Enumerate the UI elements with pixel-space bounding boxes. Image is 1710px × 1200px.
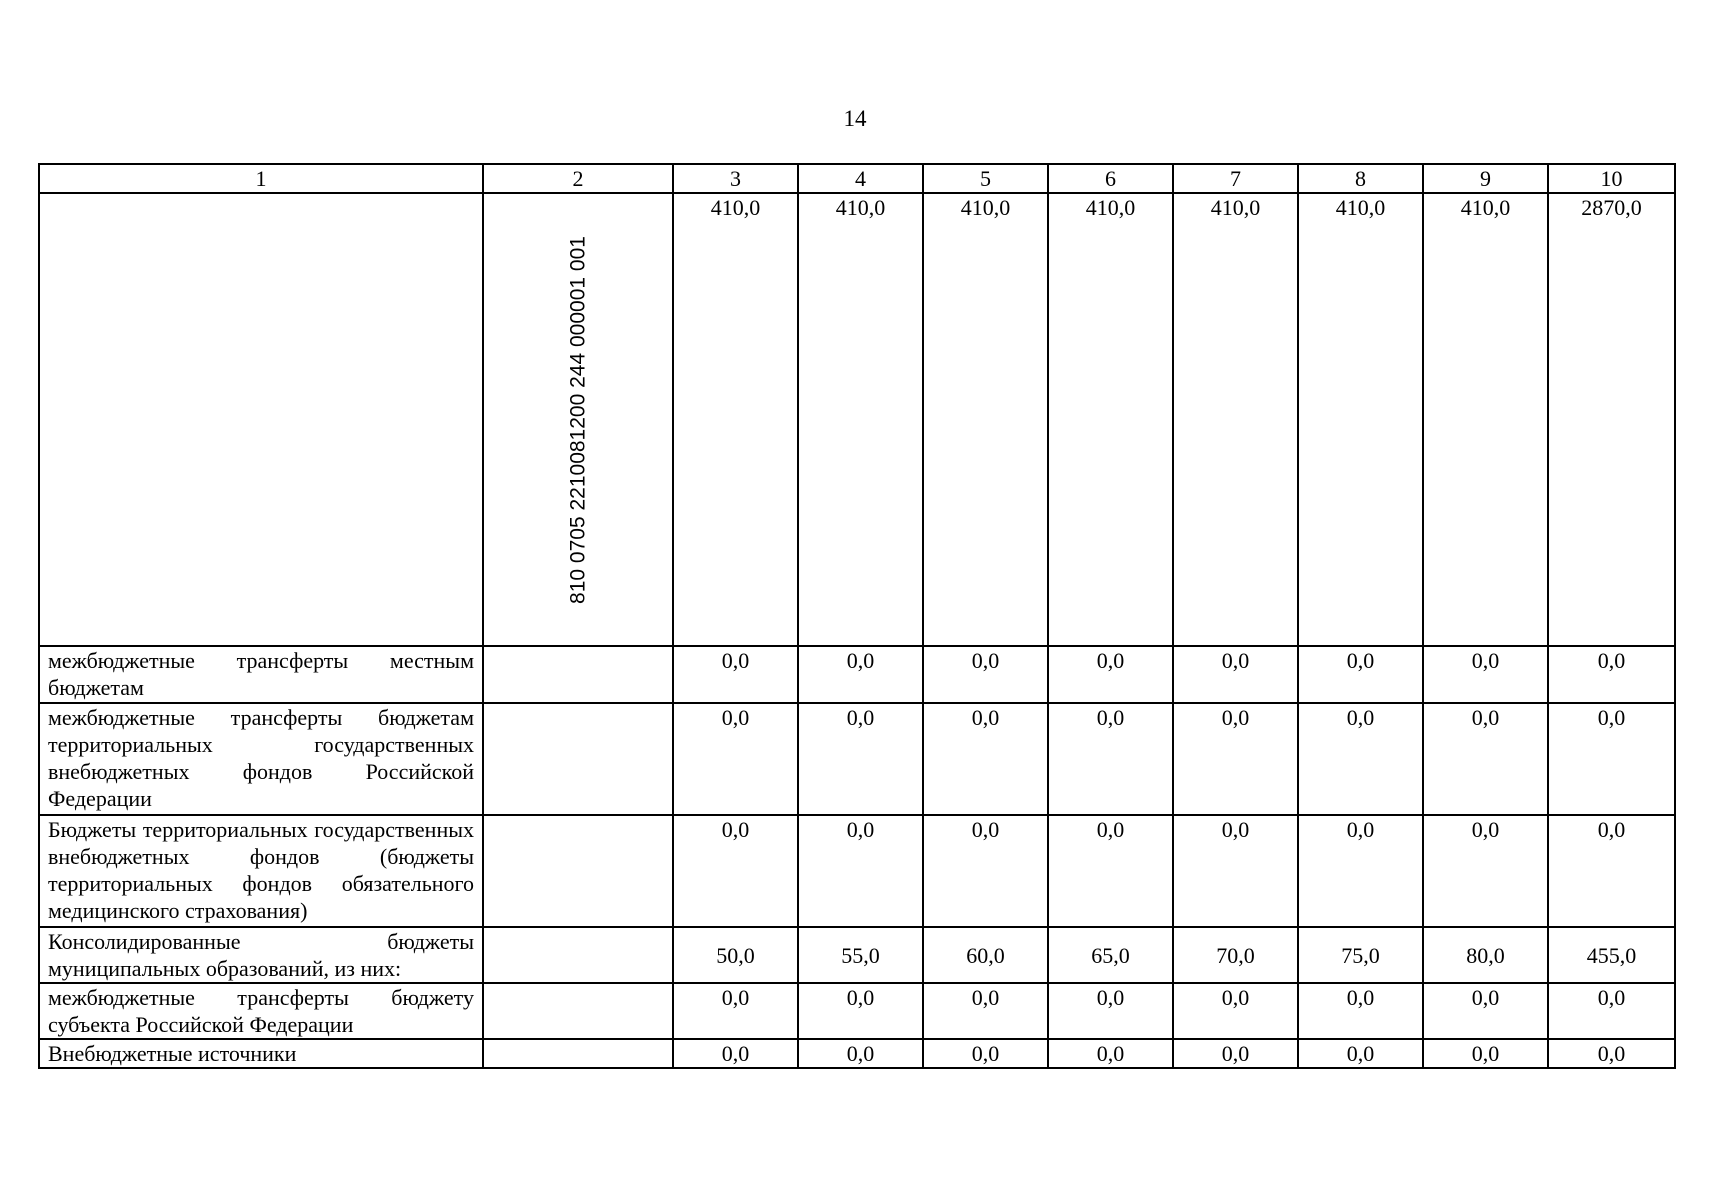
value-cell: 410,0 bbox=[673, 193, 798, 646]
table-row bbox=[39, 983, 1675, 1039]
value-cell: 0,0 bbox=[673, 703, 798, 815]
value-cell: 0,0 bbox=[798, 703, 923, 815]
column-number: 7 bbox=[1173, 164, 1298, 193]
value-cell: 0,0 bbox=[1048, 1039, 1173, 1068]
budget-classification-code: 810 0705 2210081200 244 000001 001 bbox=[566, 235, 590, 604]
code-cell bbox=[483, 703, 673, 815]
value-cell: 0,0 bbox=[798, 983, 923, 1039]
page-number: 14 bbox=[843, 106, 867, 131]
table-row bbox=[39, 193, 1675, 646]
value-cell: 0,0 bbox=[673, 1039, 798, 1068]
value-cell: 0,0 bbox=[673, 815, 798, 927]
value-cell: 0,0 bbox=[673, 646, 798, 703]
column-number: 2 bbox=[483, 164, 673, 193]
code-cell bbox=[483, 646, 673, 703]
row-label: Консолидированные бюджеты муниципальных образований, из них: bbox=[39, 927, 483, 983]
row-label: Внебюджетные источники bbox=[39, 1039, 483, 1068]
value-cell: 410,0 bbox=[1298, 193, 1423, 646]
value-cell: 80,0 bbox=[1423, 927, 1548, 983]
value-cell: 0,0 bbox=[1423, 983, 1548, 1039]
budget-classification-code-cell bbox=[483, 193, 673, 646]
value-cell: 65,0 bbox=[1048, 927, 1173, 983]
value-cell: 0,0 bbox=[923, 1039, 1048, 1068]
column-number: 1 bbox=[39, 164, 483, 193]
row-label bbox=[39, 193, 483, 646]
value-cell: 50,0 bbox=[673, 927, 798, 983]
code-cell bbox=[483, 815, 673, 927]
table-row bbox=[39, 815, 1675, 927]
value-cell: 0,0 bbox=[798, 815, 923, 927]
code-cell bbox=[483, 1039, 673, 1068]
value-cell: 0,0 bbox=[1298, 983, 1423, 1039]
code-cell bbox=[483, 983, 673, 1039]
table-row bbox=[39, 646, 1675, 703]
value-cell: 0,0 bbox=[673, 983, 798, 1039]
row-label: межбюджетные трансферты местным бюджетам bbox=[39, 646, 483, 703]
value-cell: 0,0 bbox=[798, 1039, 923, 1068]
value-cell: 0,0 bbox=[1548, 815, 1675, 927]
column-number-row bbox=[39, 164, 1675, 193]
value-cell: 410,0 bbox=[798, 193, 923, 646]
value-cell: 0,0 bbox=[1173, 646, 1298, 703]
value-cell: 0,0 bbox=[1548, 646, 1675, 703]
column-number: 6 bbox=[1048, 164, 1173, 193]
value-cell: 0,0 bbox=[1173, 983, 1298, 1039]
value-cell: 0,0 bbox=[1423, 1039, 1548, 1068]
code-cell bbox=[483, 927, 673, 983]
table-row bbox=[39, 1039, 1675, 1068]
value-cell: 0,0 bbox=[1298, 1039, 1423, 1068]
value-cell: 0,0 bbox=[1548, 1039, 1675, 1068]
budget-table bbox=[38, 163, 1676, 1069]
row-label: межбюджетные трансферты бюджету субъекта Российской Федерации bbox=[39, 983, 483, 1039]
value-cell: 455,0 bbox=[1548, 927, 1675, 983]
value-cell: 0,0 bbox=[1298, 815, 1423, 927]
value-cell: 410,0 bbox=[1173, 193, 1298, 646]
value-cell: 0,0 bbox=[1048, 646, 1173, 703]
column-number: 4 bbox=[798, 164, 923, 193]
value-cell: 0,0 bbox=[798, 646, 923, 703]
value-cell: 0,0 bbox=[1048, 815, 1173, 927]
value-cell: 0,0 bbox=[1173, 1039, 1298, 1068]
value-cell: 2870,0 bbox=[1548, 193, 1675, 646]
value-cell: 60,0 bbox=[923, 927, 1048, 983]
row-label: Бюджеты территориальных государственных внебюджетных фондов (бюджеты территориальных фондов обязательного медицинского страхования) bbox=[39, 815, 483, 927]
column-number: 5 bbox=[923, 164, 1048, 193]
value-cell: 410,0 bbox=[1048, 193, 1173, 646]
value-cell: 0,0 bbox=[1048, 703, 1173, 815]
value-cell: 0,0 bbox=[1548, 983, 1675, 1039]
column-number: 8 bbox=[1298, 164, 1423, 193]
value-cell: 0,0 bbox=[1548, 703, 1675, 815]
value-cell: 0,0 bbox=[1048, 983, 1173, 1039]
value-cell: 0,0 bbox=[1298, 646, 1423, 703]
column-number: 3 bbox=[673, 164, 798, 193]
value-cell: 0,0 bbox=[1423, 646, 1548, 703]
value-cell: 410,0 bbox=[1423, 193, 1548, 646]
value-cell: 0,0 bbox=[923, 815, 1048, 927]
table-row bbox=[39, 927, 1675, 983]
value-cell: 75,0 bbox=[1298, 927, 1423, 983]
value-cell: 0,0 bbox=[1423, 815, 1548, 927]
value-cell: 0,0 bbox=[1173, 703, 1298, 815]
value-cell: 70,0 bbox=[1173, 927, 1298, 983]
column-number: 10 bbox=[1548, 164, 1675, 193]
value-cell: 0,0 bbox=[923, 983, 1048, 1039]
value-cell: 0,0 bbox=[1298, 703, 1423, 815]
value-cell: 0,0 bbox=[923, 703, 1048, 815]
value-cell: 55,0 bbox=[798, 927, 923, 983]
value-cell: 0,0 bbox=[1173, 815, 1298, 927]
row-label: межбюджетные трансферты бюджетам территориальных государственных внебюджетных фондов Российской Федерации bbox=[39, 703, 483, 815]
column-number: 9 bbox=[1423, 164, 1548, 193]
value-cell: 0,0 bbox=[1423, 703, 1548, 815]
table-row bbox=[39, 703, 1675, 815]
value-cell: 0,0 bbox=[923, 646, 1048, 703]
value-cell: 410,0 bbox=[923, 193, 1048, 646]
